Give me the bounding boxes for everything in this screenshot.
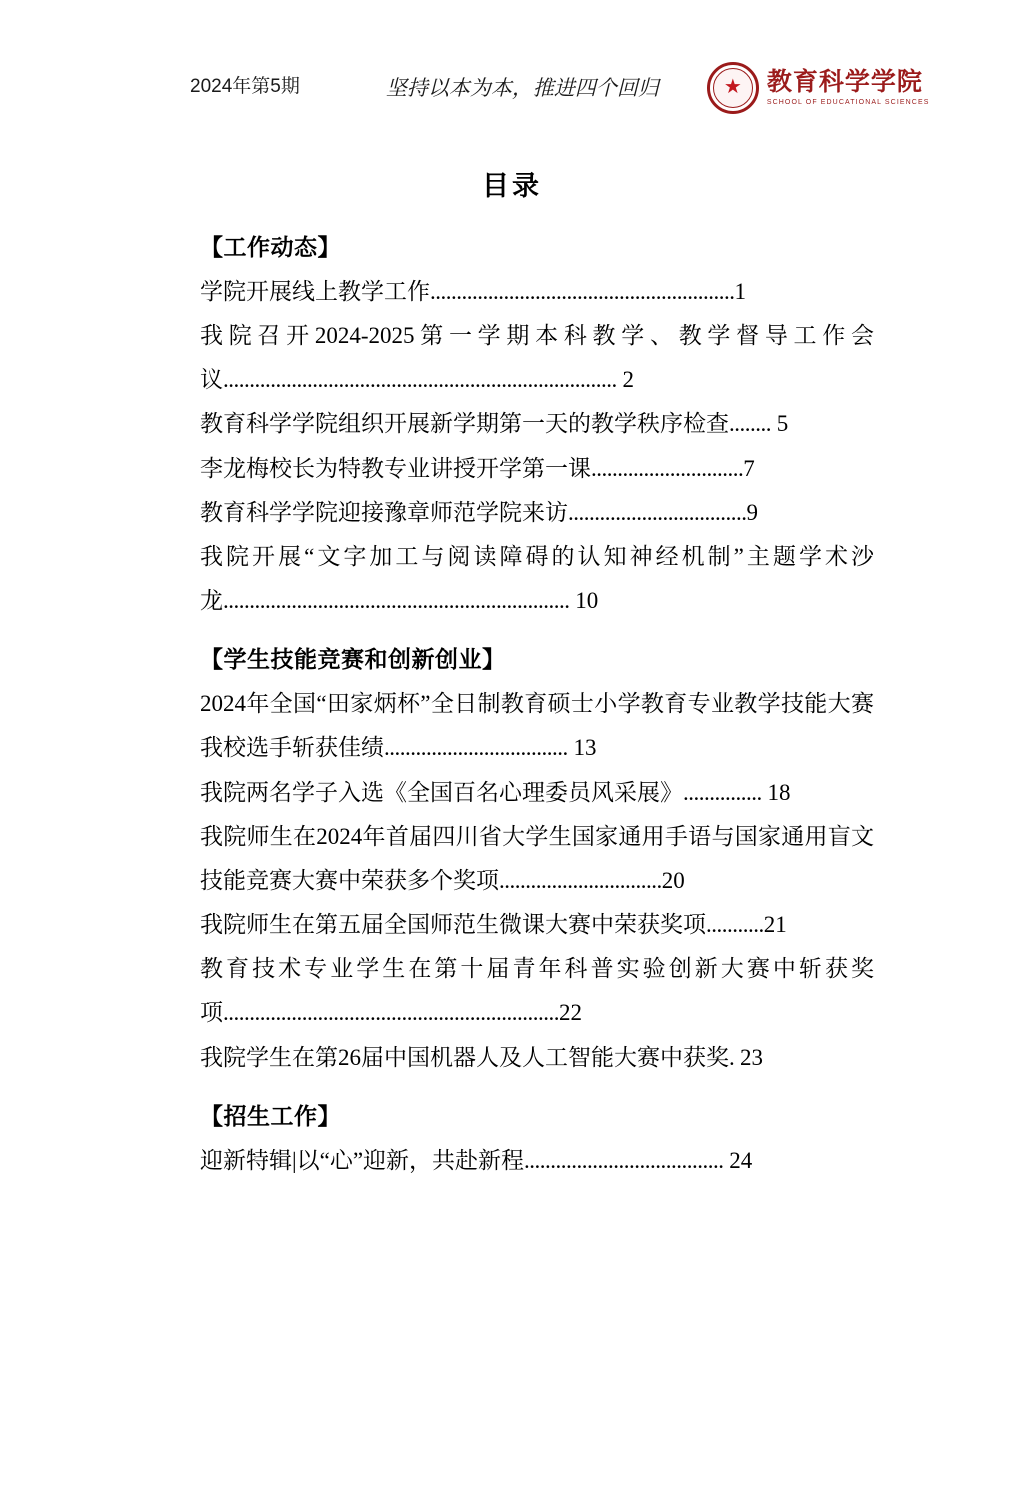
toc-entry-title: 学院开展线上教学工作 bbox=[200, 279, 430, 304]
toc-entry[interactable] bbox=[200, 682, 874, 770]
toc-entry-title: 教育科学学院组织开展新学期第一天的教学秩序检查 bbox=[200, 411, 729, 437]
page-header bbox=[190, 62, 930, 140]
toc-leader: ................................... bbox=[384, 735, 568, 761]
toc-entry-title: 我院学生在第26届中国机器人及人工智能大赛中获奖 bbox=[200, 1044, 729, 1070]
toc-entry[interactable] bbox=[200, 491, 874, 535]
toc-entry-title: 我院师生在2024年首届四川省大学生国家通用手语与国家通用盲文技能竞赛大赛中荣获多个奖项 bbox=[200, 823, 874, 893]
toc-page-number: 7 bbox=[743, 455, 755, 481]
toc-entry-title: 2024年全国“田家炳杯”全日制教育硕士小学教育专业教学技能大赛我校选手斩获佳绩 bbox=[200, 691, 874, 761]
toc-page-number: 1 bbox=[734, 279, 746, 304]
toc-page-number: 20 bbox=[661, 867, 685, 893]
toc-entry-title: 我院两名学子入选《全国百名心理委员风采展》 bbox=[200, 779, 683, 805]
toc-entry[interactable] bbox=[200, 402, 874, 446]
logo-name-en: SCHOOL OF EDUCATIONAL SCIENCES bbox=[766, 98, 930, 106]
toc-page-number: 10 bbox=[569, 588, 599, 614]
toc-leader: ................................................................ bbox=[223, 1000, 559, 1026]
toc-page-number: 22 bbox=[559, 1000, 582, 1026]
toc-entry[interactable] bbox=[200, 947, 874, 1035]
section-heading: 【学生技能竞赛和创新创业】 bbox=[200, 646, 506, 673]
toc-entry[interactable] bbox=[200, 270, 874, 314]
toc-entry[interactable] bbox=[200, 535, 874, 623]
toc-leader: ...................................... bbox=[524, 1147, 724, 1173]
section-heading: 【招生工作】 bbox=[200, 1102, 341, 1129]
school-logo bbox=[707, 62, 930, 114]
toc-entry[interactable] bbox=[200, 314, 874, 402]
toc-entry[interactable] bbox=[200, 903, 874, 947]
toc-leader: ............................... bbox=[499, 867, 662, 893]
toc-entry[interactable] bbox=[200, 771, 874, 815]
toc-leader: .................................................................. bbox=[223, 588, 570, 614]
toc-leader: ............................. bbox=[591, 455, 744, 481]
toc-entry-title: 教育技术专业学生在第十届青年科普实验创新大赛中斩获奖项 bbox=[200, 956, 874, 1026]
section-heading: 【工作动态】 bbox=[200, 234, 341, 260]
toc-entry[interactable] bbox=[200, 815, 874, 903]
toc-entry[interactable] bbox=[200, 1139, 874, 1183]
document-page bbox=[0, 62, 1024, 1510]
issue-label: 2024年第5期 bbox=[190, 76, 300, 97]
toc-entry[interactable] bbox=[200, 1036, 874, 1080]
toc-leader: .......................................................... bbox=[430, 279, 735, 304]
toc-leader: ........... bbox=[706, 912, 764, 938]
toc-leader: .................................. bbox=[568, 499, 747, 525]
logo-text bbox=[767, 70, 930, 107]
toc-leader: ........ bbox=[729, 411, 771, 437]
toc-page-number: 2 bbox=[616, 367, 634, 393]
toc-entry-title: 教育科学学院迎接豫章师范学院来访 bbox=[200, 499, 568, 525]
toc-page-number: 13 bbox=[567, 735, 597, 761]
toc-leader: . bbox=[729, 1044, 735, 1070]
toc-entry-title: 我院开展“文字加工与阅读障碍的认知神经机制”主题学术沙龙 bbox=[200, 543, 874, 614]
toc-entry-title: 我院召开2024-2025第一学期本科教学、教学督导工作会议 bbox=[200, 323, 874, 393]
toc-leader: ............... bbox=[683, 779, 762, 805]
toc-page-number: 18 bbox=[761, 779, 791, 805]
toc-entry-title: 我院师生在第五届全国师范生微课大赛中荣获奖项 bbox=[200, 912, 706, 938]
toc-page-number: 24 bbox=[723, 1147, 753, 1173]
toc-entry-title: 迎新特辑|以“心”迎新，共赴新程 bbox=[200, 1147, 525, 1173]
toc-entry[interactable] bbox=[200, 447, 874, 491]
slogan-text: 坚持以本为本，推进四个回归 bbox=[385, 76, 659, 100]
toc-page-number: 9 bbox=[746, 499, 758, 525]
page-title: 目录 bbox=[482, 171, 542, 201]
logo-name-cn: 教育科学学院 bbox=[766, 68, 923, 96]
toc-entry-title: 李龙梅校长为特教专业讲授开学第一课 bbox=[200, 455, 591, 481]
toc-page-number: 23 bbox=[734, 1044, 763, 1070]
star-emblem-icon: ★ bbox=[707, 62, 759, 114]
table-of-contents bbox=[200, 229, 874, 1183]
toc-leader: ........................................................................... bbox=[223, 367, 617, 393]
toc-page-number: 5 bbox=[771, 411, 789, 437]
toc-page-number: 21 bbox=[763, 912, 787, 938]
